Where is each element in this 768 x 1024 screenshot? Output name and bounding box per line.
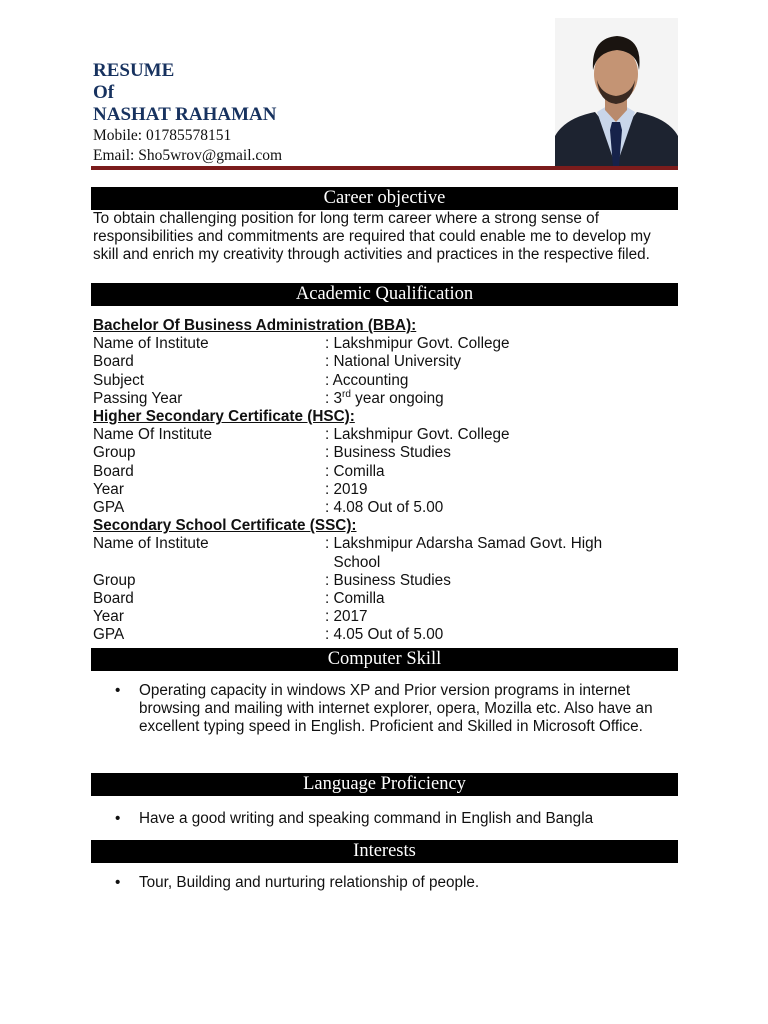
detail-row xyxy=(93,590,678,608)
detail-row xyxy=(93,626,678,644)
detail-value: : Accounting xyxy=(325,371,409,389)
value-superscript: rd xyxy=(342,388,351,400)
section-heading-computer: Computer Skill xyxy=(91,648,678,671)
value-suffix: year ongoing xyxy=(350,389,444,407)
bullet-icon: • xyxy=(115,810,121,827)
detail-value: : Business Studies xyxy=(325,571,451,589)
detail-value: : Comilla xyxy=(325,590,385,608)
candidate-name: NASHAT RAHAMAN xyxy=(93,104,277,125)
section-heading-interests: Interests xyxy=(91,840,678,863)
detail-row xyxy=(93,499,678,517)
career-objective-text: To obtain challenging position for long term career where a strong sense of responsibilities and commitments are required that could enable me to develop my skill and enrich my creativity through activities and practices in the respective filed. xyxy=(93,210,651,264)
detail-label: Name of Institute xyxy=(93,335,209,353)
detail-label: Passing Year xyxy=(93,389,183,407)
detail-row xyxy=(93,372,678,390)
list-item-text: Tour, Building and nurturing relationship of people. xyxy=(139,874,480,891)
detail-value: : Lakshmipur Govt. College xyxy=(325,426,510,444)
resume-of: Of xyxy=(93,82,115,103)
value-prefix: : xyxy=(325,535,334,553)
detail-label: Board xyxy=(93,462,134,480)
person-portrait-icon xyxy=(555,18,678,167)
detail-value: : Lakshmipur Govt. College xyxy=(325,335,510,353)
detail-value: : 4.05 Out of 5.00 xyxy=(325,626,444,644)
header-divider xyxy=(91,166,678,170)
profile-photo xyxy=(555,18,678,167)
detail-label: GPA xyxy=(93,499,125,517)
list-item-text: Have a good writing and speaking command in English and Bangla xyxy=(139,810,594,827)
detail-value: : Comilla xyxy=(325,462,385,480)
detail-label: Name of Institute xyxy=(93,535,209,553)
detail-row xyxy=(93,335,678,353)
detail-value: : 4.08 Out of 5.00 xyxy=(325,499,444,517)
computer-skill-list xyxy=(93,682,678,737)
resume-header xyxy=(93,60,563,166)
bba-title: Bachelor Of Business Administration (BBA): xyxy=(93,317,417,334)
list-item xyxy=(93,810,678,828)
detail-value: : 2019 xyxy=(325,480,368,498)
hsc-title: Higher Secondary Certificate (HSC): xyxy=(93,408,355,426)
section-heading-language: Language Proficiency xyxy=(91,773,678,796)
detail-label: Board xyxy=(93,590,134,608)
ssc-title: Secondary School Certificate (SSC): xyxy=(93,517,357,535)
section-heading-career: Career objective xyxy=(91,187,678,210)
email-address: Email: Sho5wrov@gmail.com xyxy=(93,147,283,164)
bullet-icon: • xyxy=(115,682,121,699)
language-list xyxy=(93,810,678,828)
list-item-text: Operating capacity in windows XP and Prior version programs in internet browsing and mailing with internet explorer, opera, Mozilla etc. Also have an excellent typing speed in English. Proficient and Skilled in Microsoft Office. xyxy=(139,682,653,736)
interests-list xyxy=(93,874,678,892)
detail-value: : Business Studies xyxy=(325,444,451,462)
detail-row xyxy=(93,353,678,371)
detail-row xyxy=(93,444,678,462)
institute-name: Lakshmipur Adarsha Samad Govt. High School xyxy=(333,535,603,571)
detail-row xyxy=(93,390,678,408)
detail-label: Subject xyxy=(93,371,145,389)
detail-row xyxy=(93,608,678,626)
detail-row xyxy=(93,426,678,444)
resume-label: RESUME xyxy=(93,60,175,81)
detail-value xyxy=(325,535,678,571)
detail-value xyxy=(325,390,678,408)
detail-row xyxy=(93,572,678,590)
detail-row xyxy=(93,535,678,571)
detail-label: Group xyxy=(93,571,136,589)
detail-value: : National University xyxy=(325,353,462,371)
list-item xyxy=(93,682,678,737)
detail-row xyxy=(93,481,678,499)
detail-label: Year xyxy=(93,608,124,626)
detail-row xyxy=(93,463,678,481)
detail-label: Name Of Institute xyxy=(93,426,213,444)
section-heading-academic: Academic Qualification xyxy=(91,283,678,306)
detail-label: GPA xyxy=(93,626,125,644)
detail-label: Board xyxy=(93,353,134,371)
detail-label: Group xyxy=(93,444,136,462)
bullet-icon: • xyxy=(115,874,121,891)
detail-label: Year xyxy=(93,480,124,498)
value-prefix: : 3 xyxy=(325,389,343,407)
detail-value: : 2017 xyxy=(325,608,368,626)
mobile-number: Mobile: 01785578151 xyxy=(93,127,232,144)
academic-details xyxy=(93,317,678,645)
list-item xyxy=(93,874,678,892)
